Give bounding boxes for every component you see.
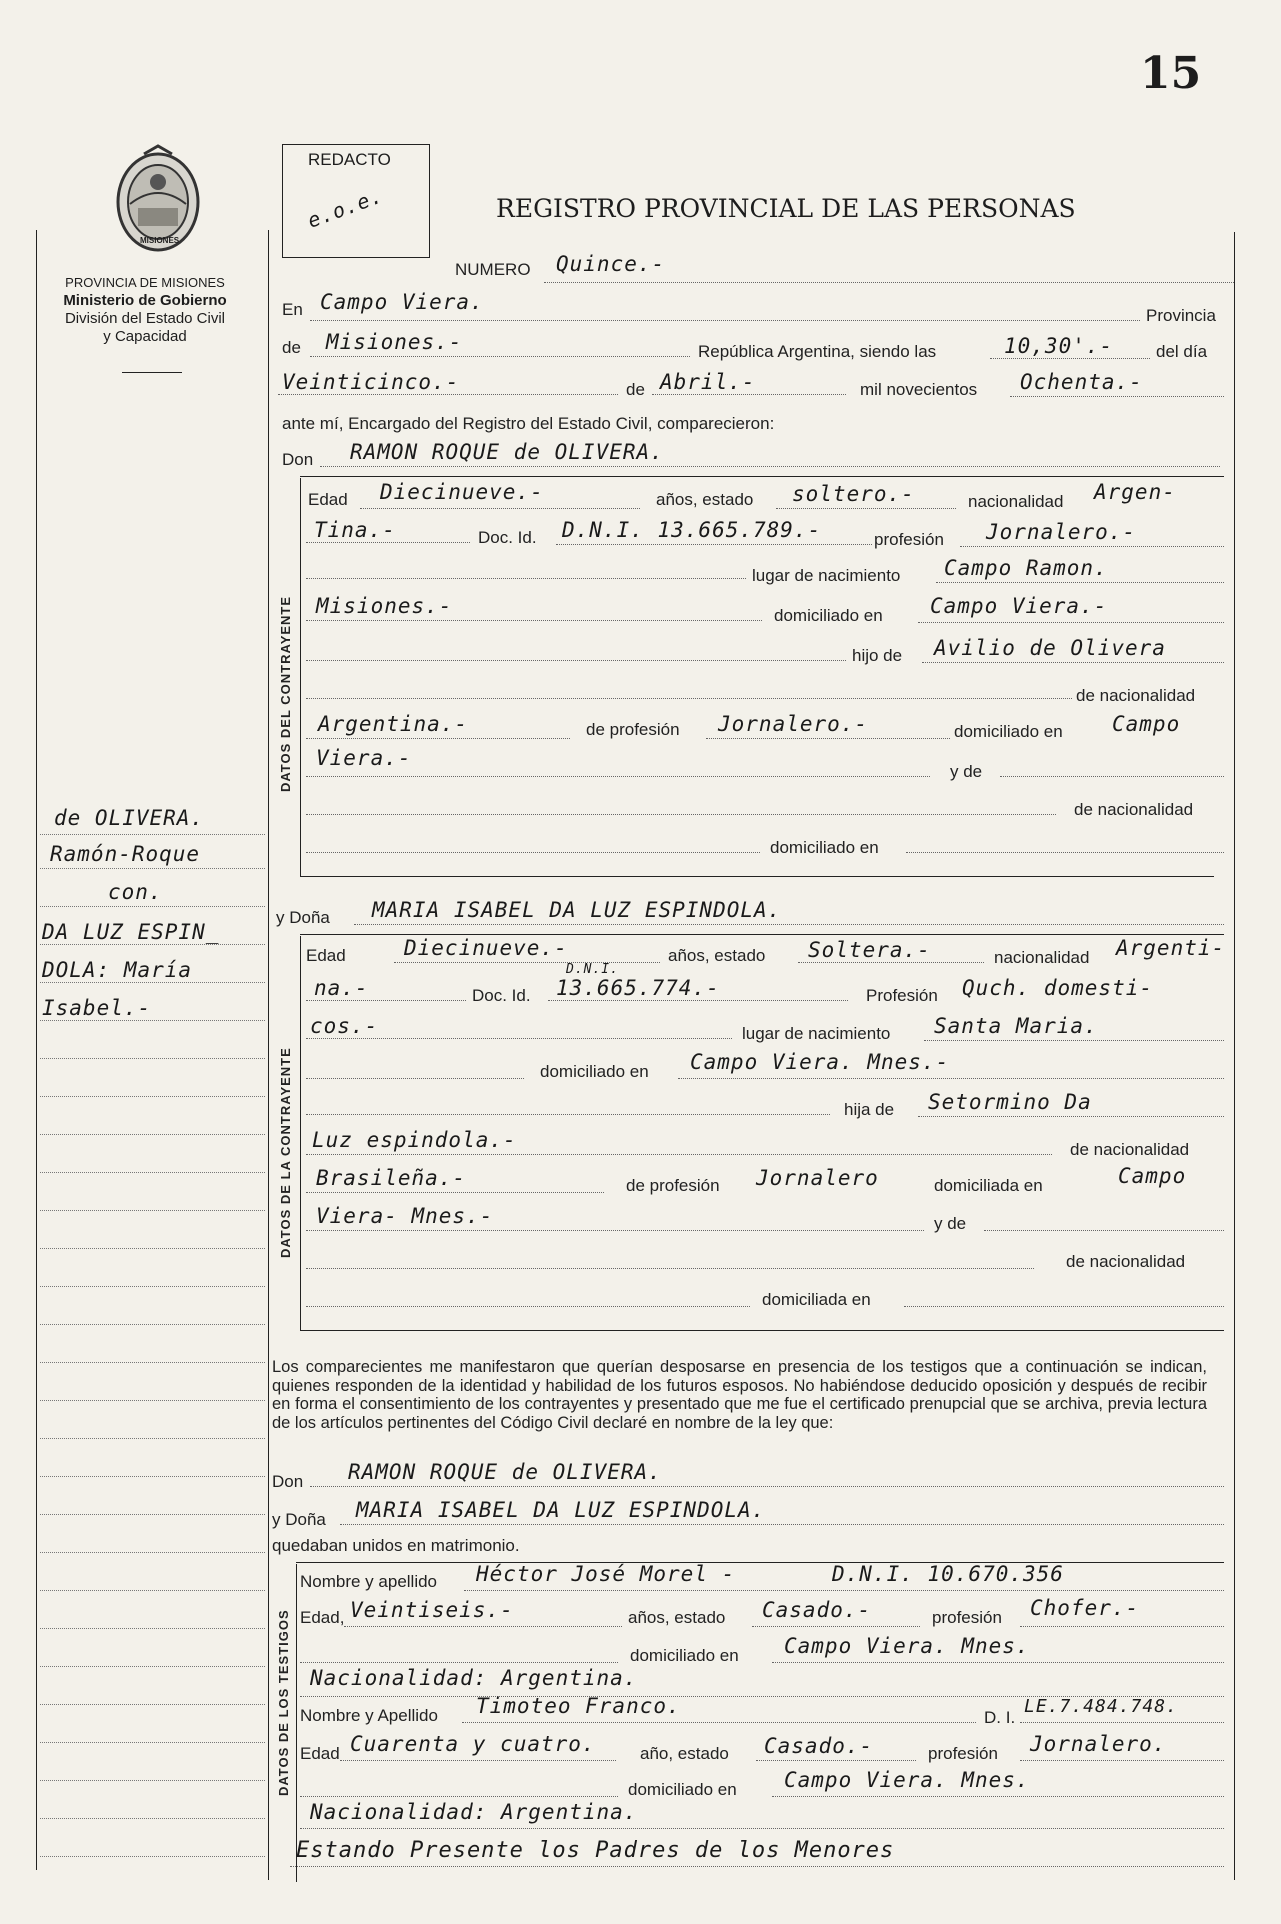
don-lugar-label: lugar de nacimiento <box>752 566 901 585</box>
dona-profesion2: cos.- <box>310 1014 379 1038</box>
don-de-prof-label: de profesión <box>586 720 680 739</box>
dona-estado: Soltera.- <box>808 938 931 962</box>
t2-dom-label: domiciliado en <box>628 1780 737 1799</box>
t2-doc: LE.7.484.748. <box>1024 1696 1178 1717</box>
page-title: REGISTRO PROVINCIAL DE LAS PERSONAS <box>496 194 1076 223</box>
don-name: RAMON ROQUE de OLIVERA. <box>350 440 664 464</box>
decl-dona: MARIA ISABEL DA LUZ ESPINDOLA. <box>356 1498 766 1522</box>
hora-value: 10,30'.- <box>1004 334 1114 358</box>
republica-label: República Argentina, siendo las <box>698 342 937 361</box>
dona-lugar: Santa Maria. <box>934 1014 1098 1038</box>
t1-nombre: Héctor José Morel - <box>476 1562 736 1586</box>
t2-profesion: Jornalero. <box>1030 1732 1167 1756</box>
dona-madre-dom-label: domiciliada en <box>762 1290 871 1309</box>
provincia-label: Provincia <box>1146 306 1216 325</box>
don-dom-label: domiciliado en <box>774 606 883 625</box>
division-label: División del Estado Civil <box>64 310 226 327</box>
t1-profesion: Chofer.- <box>1030 1596 1140 1620</box>
dona-madre-nac-label: de nacionalidad <box>1066 1252 1186 1271</box>
testigos-nota: Estando Presente los Padres de los Menores <box>296 1838 895 1863</box>
don-padre-dom-label: domiciliado en <box>954 722 1063 741</box>
don-lugar1: Campo Ramon. <box>944 556 1108 580</box>
t1-edad: Veintiseis.- <box>350 1598 514 1622</box>
dona-padre-dom1: Campo <box>1118 1164 1187 1188</box>
dona-lugar-label: lugar de nacimiento <box>742 1024 891 1043</box>
dona-hija-label: hija de <box>844 1100 895 1119</box>
t2-doc-label: D. I. <box>984 1708 1016 1727</box>
don-padre-nac: Argentina.- <box>318 712 469 736</box>
t2-estado: Casado.- <box>764 1734 874 1758</box>
dona-padre-prof: Jornalero <box>756 1166 879 1190</box>
dona-anos-label: años, estado <box>668 946 766 965</box>
t2-nombre: Timoteo Franco. <box>476 1694 681 1718</box>
dona-doc: 13.665.774.- <box>556 976 720 1000</box>
de2-label: de <box>626 380 645 399</box>
dona-side-label: DATOS DE LA CONTRAYENTE <box>278 1047 293 1258</box>
dona-y-de-label: y de <box>934 1214 967 1233</box>
don-label: Don <box>282 450 314 469</box>
decl-don: RAMON ROQUE de OLIVERA. <box>348 1460 662 1484</box>
dona-nac-label: nacionalidad <box>994 948 1090 967</box>
don-profesion: Jornalero.- <box>986 520 1137 544</box>
t2-prof-label: profesión <box>928 1744 998 1763</box>
don-nac2: Tina.- <box>314 518 396 542</box>
dona-padre2: Luz espindola.- <box>312 1128 517 1152</box>
t2-nombre-label: Nombre y Apellido <box>300 1706 438 1725</box>
t1-doc: D.N.I. 10.670.356 <box>832 1562 1064 1586</box>
left-header <box>30 274 260 346</box>
don-padre: Avilio de Olivera <box>934 636 1166 660</box>
dona-doc-sup: D.N.I. <box>566 962 619 977</box>
don-y-de-label: y de <box>950 762 983 781</box>
don-edad-label: Edad <box>308 490 348 509</box>
don-domicilio: Campo Viera.- <box>930 594 1108 618</box>
margin-note-6: Isabel.- <box>42 996 152 1020</box>
t1-nombre-label: Nombre y apellido <box>300 1572 438 1591</box>
dia-value: Veinticinco.- <box>282 370 460 394</box>
mes-value: Abril.- <box>660 370 756 394</box>
margin-note-2: Ramón-Roque <box>50 842 201 866</box>
dona-dom-label: domiciliado en <box>540 1062 649 1081</box>
t2-nacionalidad: Nacionalidad: Argentina. <box>310 1800 638 1824</box>
margin-note-5: DOLA: María <box>42 958 193 982</box>
dona-padre-dom2: Viera- Mnes.- <box>316 1204 494 1228</box>
decl-unidos: quedaban unidos en matrimonio. <box>272 1536 520 1555</box>
don-edad: Diecinueve.- <box>380 480 544 504</box>
redacto-initials: e.o.e. <box>304 183 386 233</box>
de-label: de <box>282 338 301 357</box>
margin-note-3: con. <box>108 880 163 904</box>
del-dia-label: del día <box>1156 342 1208 361</box>
t2-edad: Cuarenta y cuatro. <box>350 1732 596 1756</box>
decl-don-label: Don <box>272 1472 304 1491</box>
don-padre-dom1: Campo <box>1112 712 1181 736</box>
dona-profesion1: Quch. domesti- <box>962 976 1154 1000</box>
t1-domicilio: Campo Viera. Mnes. <box>784 1634 1030 1658</box>
numero-label: NUMERO <box>455 260 531 279</box>
capacity-label: y Capacidad <box>103 328 187 345</box>
t2-anos-label: año, estado <box>640 1744 729 1763</box>
redacto-label: REDACTO <box>308 150 391 169</box>
don-madre-dom-label: domiciliado en <box>770 838 879 857</box>
en-label: En <box>282 300 303 319</box>
dona-domicilio: Campo Viera. Mnes.- <box>690 1050 950 1074</box>
seal-text: MISIONES <box>140 236 180 245</box>
dona-name: MARIA ISABEL DA LUZ ESPINDOLA. <box>372 898 782 922</box>
numero-value: Quince.- <box>556 252 666 276</box>
margin-note-1: de OLIVERA. <box>54 806 205 830</box>
dona-padre-nac: Brasileña.- <box>316 1166 467 1190</box>
don-nac-label: nacionalidad <box>968 492 1064 511</box>
dona-nac2: na.- <box>314 976 369 1000</box>
don-padre-dom2: Viera.- <box>316 746 412 770</box>
dona-doc-label: Doc. Id. <box>472 986 531 1005</box>
t1-edad-label: Edad, <box>300 1608 345 1627</box>
en-value: Campo Viera. <box>320 290 484 314</box>
don-nac1: Argen- <box>1094 480 1176 504</box>
declaration-text: Los comparecientes me manifestaron que querían desposarse en presencia de los testigos que a continuación se indican, quienes responden de la identidad y habilidad de los futuros esposos. No habiéndose deducido oposición y después de recibir en forma el consentimiento de los contrayentes y presentado que me fue el certificado prenupcial que se archiva, previa lectura de los artículos pertinentes del Código Civil declaré en nombre de la ley que: <box>272 1358 1207 1432</box>
dona-de-prof-label: de profesión <box>626 1176 720 1195</box>
decl-dona-label: y Doña <box>272 1510 326 1529</box>
dona-de-nac-label: de nacionalidad <box>1070 1140 1190 1159</box>
anio-value: Ochenta.- <box>1020 370 1143 394</box>
dona-edad: Diecinueve.- <box>404 936 568 960</box>
don-anos-label: años, estado <box>656 490 754 509</box>
don-doc-label: Doc. Id. <box>478 528 537 547</box>
dona-edad-label: Edad <box>306 946 346 965</box>
t1-prof-label: profesión <box>932 1608 1002 1627</box>
t1-anos-label: años, estado <box>628 1608 726 1627</box>
don-side-label: DATOS DEL CONTRAYENTE <box>278 595 293 792</box>
don-estado: soltero.- <box>792 482 915 506</box>
don-de-nac-label: de nacionalidad <box>1076 686 1196 705</box>
don-padre-prof: Jornalero.- <box>718 712 869 736</box>
don-hijo-label: hijo de <box>852 646 903 665</box>
de-value: Misiones.- <box>326 330 463 354</box>
t2-edad-label: Edad <box>300 1744 340 1763</box>
t1-estado: Casado.- <box>762 1598 872 1622</box>
don-lugar2: Misiones.- <box>316 594 453 618</box>
province-label: PROVINCIA DE MISIONES <box>65 275 225 290</box>
t1-dom-label: domiciliado en <box>630 1646 739 1665</box>
t1-nacionalidad: Nacionalidad: Argentina. <box>310 1666 638 1690</box>
dona-prof-label: Profesión <box>866 986 938 1005</box>
t2-domicilio: Campo Viera. Mnes. <box>784 1768 1030 1792</box>
don-madre-nac-label: de nacionalidad <box>1074 800 1194 819</box>
don-doc: D.N.I. 13.665.789.- <box>562 518 822 542</box>
don-prof-label: profesión <box>874 530 944 549</box>
testigos-side-label: DATOS DE LOS TESTIGOS <box>276 1609 291 1796</box>
mil-label: mil novecientos <box>860 380 978 399</box>
ministry-label: Ministerio de Gobierno <box>63 292 227 309</box>
dona-padre-dom-label: domiciliada en <box>934 1176 1043 1195</box>
dona-label: y Doña <box>276 908 330 927</box>
page-number: 15 <box>1140 48 1202 99</box>
margin-note-4: DA LUZ ESPIN_ <box>42 920 220 944</box>
ante-label: ante mí, Encargado del Registro del Estado Civil, comparecieron: <box>282 414 775 433</box>
dona-nac1: Argenti- <box>1116 936 1226 960</box>
dona-padre1: Setormino Da <box>928 1090 1092 1114</box>
